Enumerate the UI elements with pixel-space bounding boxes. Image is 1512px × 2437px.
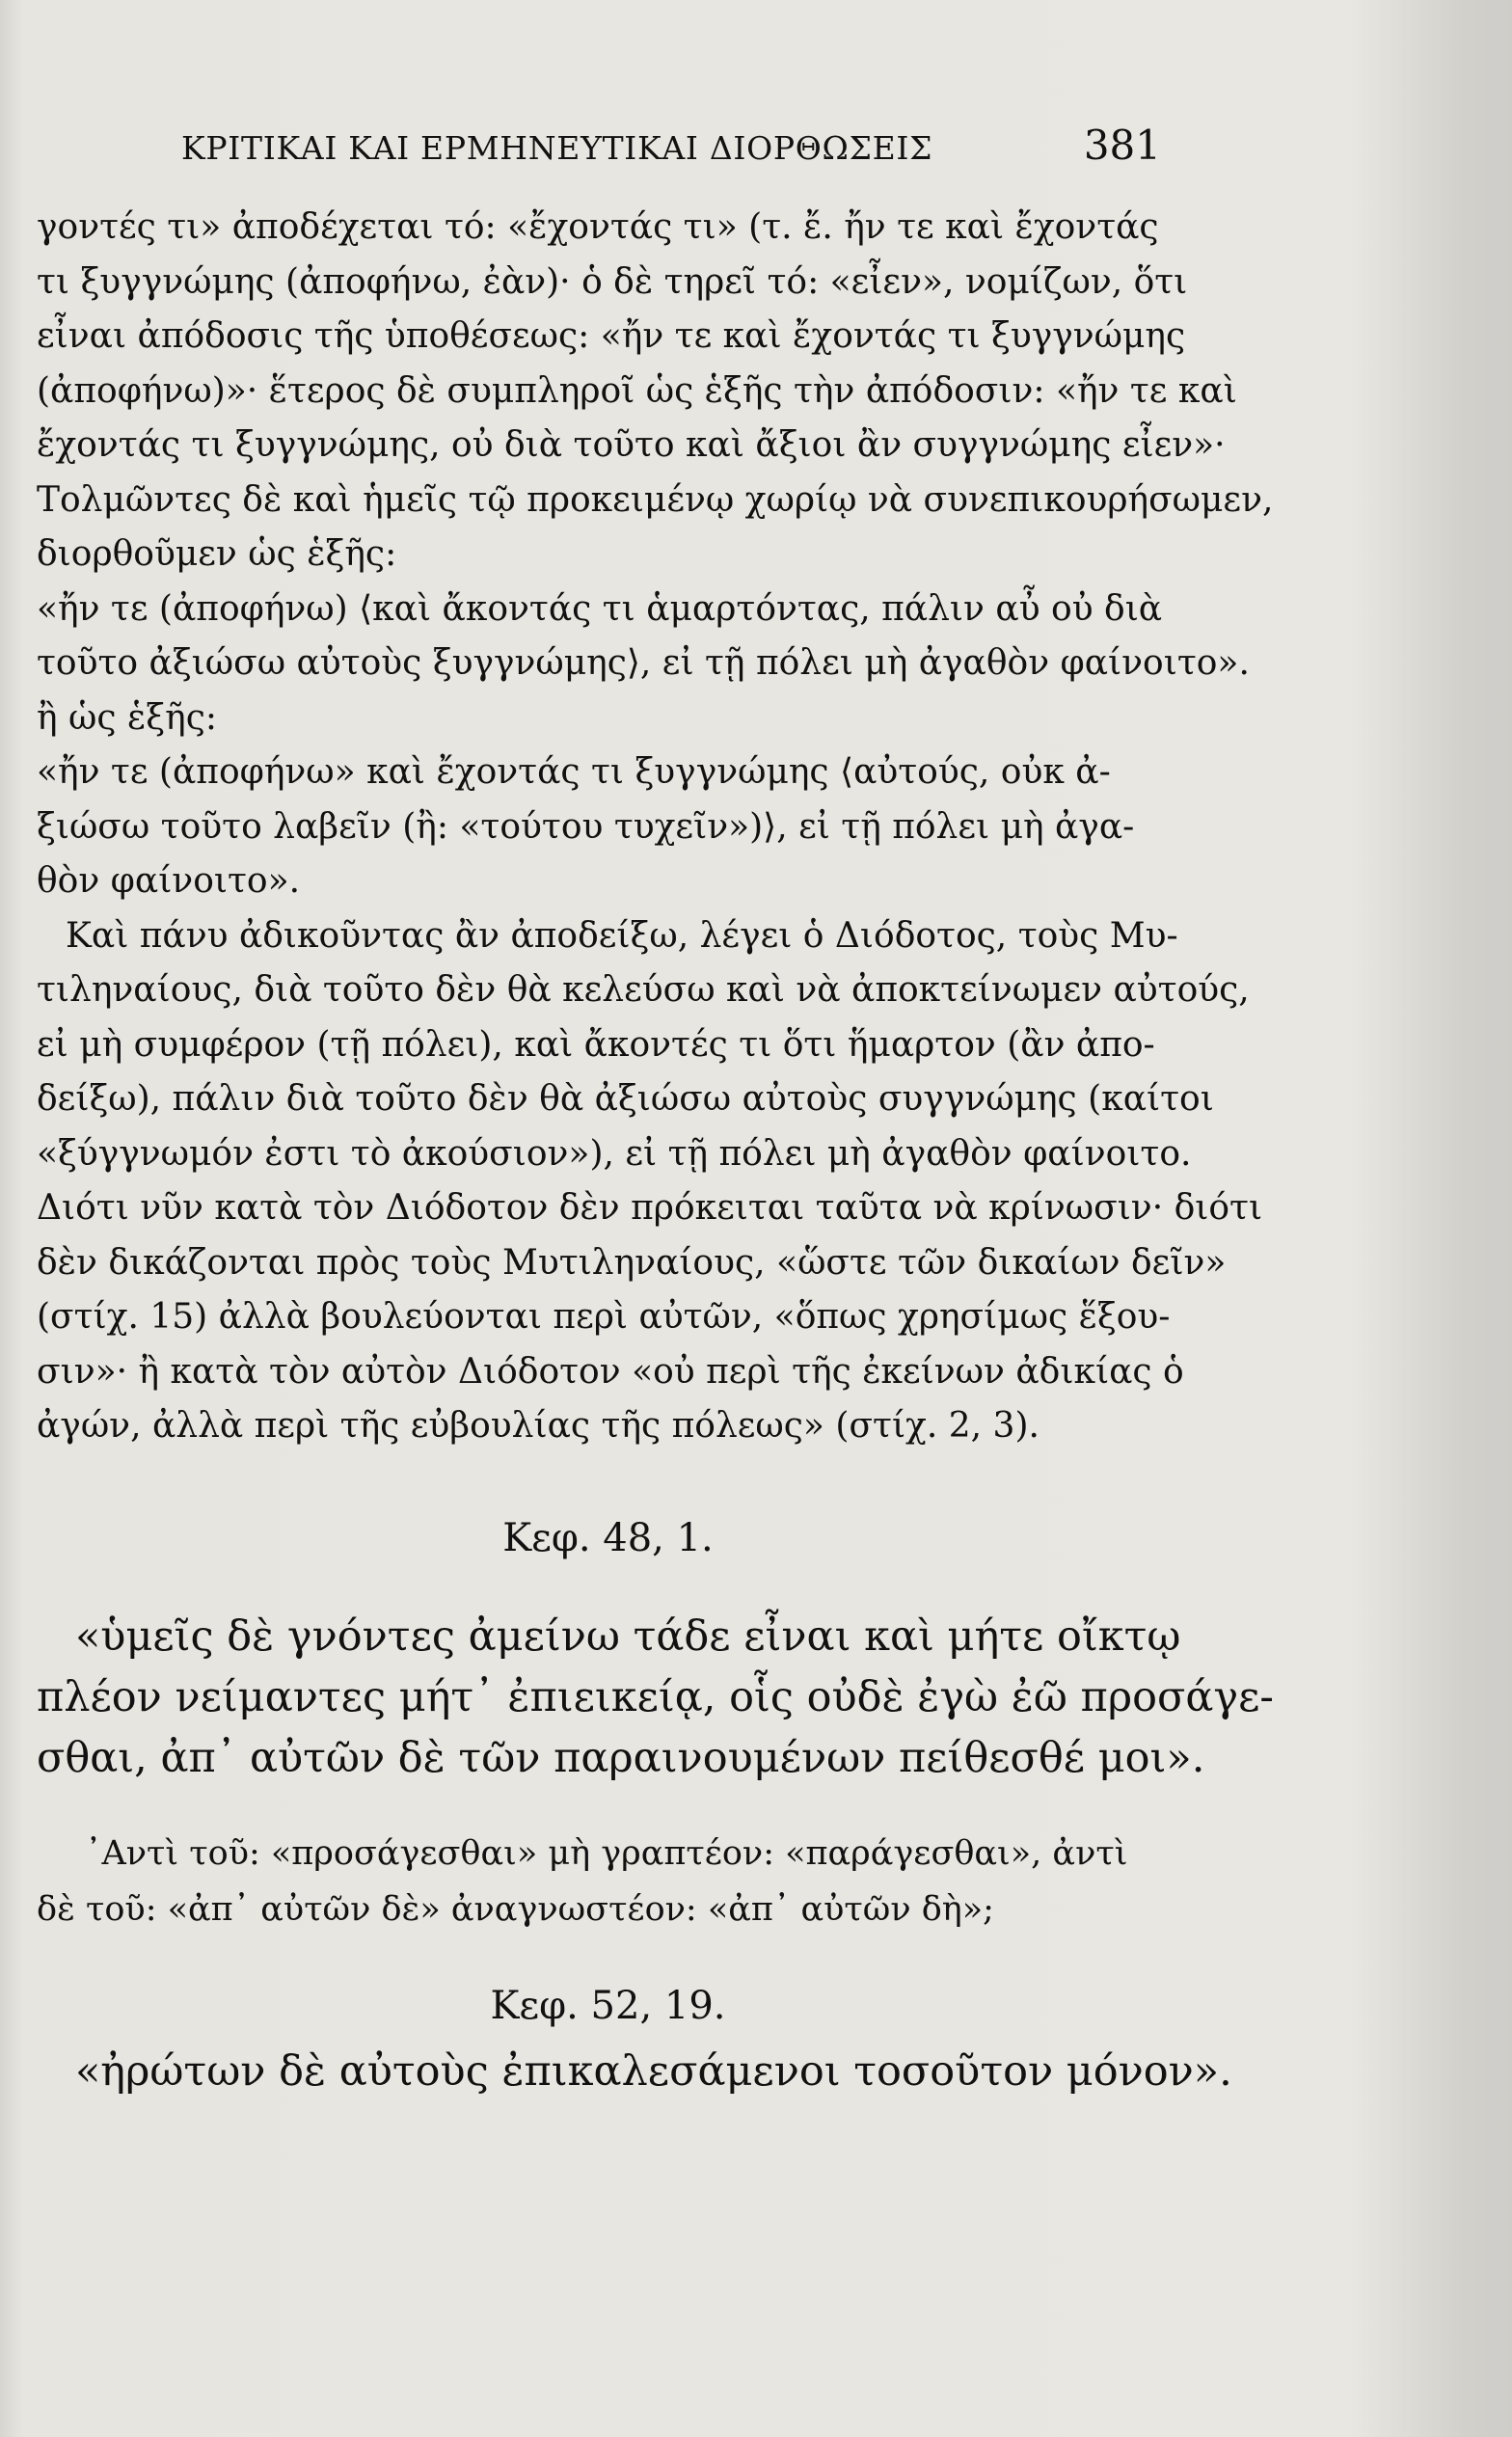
body-line: (στίχ. 15) ἀλλὰ βουλεύονται περὶ αὐτῶν, «ὅπως χρησίμως ἕξου- [37, 1297, 1171, 1337]
body-line: «ἤν τε (ἀποφήνω» καὶ ἔχοντάς τι ξυγγνώμης ⟨αὐτούς, οὐκ ἀ- [37, 752, 1111, 792]
body-line: ἢ ὡς ἑξῆς: [37, 697, 217, 738]
note-line: δὲ τοῦ: «ἀπ᾽ αὐτῶν δὲ» ἀναγνωστέον: «ἀπ᾽ αὐτῶν δὴ»; [37, 1889, 994, 1929]
body-line: ἔχοντάς τι ξυγγνώμης, οὐ διὰ τοῦτο καὶ ἄξιοι ἂν συγγνώμης εἶεν»· [37, 425, 1226, 465]
body-line: γοντές τι» ἀποδέχεται τό: «ἔχοντάς τι» (τ. ἔ. ἤν τε καὶ ἔχοντάς [37, 207, 1159, 247]
quote-line: «ἠρώτων δὲ αὐτοὺς ἐπικαλεσάμενοι τοσοῦτον μόνον». [75, 2046, 1232, 2096]
body-line: δὲν δικάζονται πρὸς τοὺς Μυτιληναίους, «ὥστε τῶν δικαίων δεῖν» [37, 1242, 1227, 1283]
quote-line: «ὑμεῖς δὲ γνόντες ἀμείνω τάδε εἶναι καὶ μήτε οἴκτῳ [75, 1611, 1181, 1661]
page-body [37, 201, 1274, 2102]
body-line: εἶναι ἀπόδοσις τῆς ὑποθέσεως: «ἤν τε καὶ ἔχοντάς τι ξυγγνώμης [37, 316, 1186, 356]
page-number: 381 [1083, 122, 1161, 169]
body-line: ξιώσω τοῦτο λαβεῖν (ἢ: «τούτου τυχεῖν»)⟩, εἰ τῇ πόλει μὴ ἀγα- [37, 806, 1135, 847]
body-line: θὸν φαίνοιτο». [37, 861, 301, 901]
body-line: εἰ μὴ συμφέρον (τῇ πόλει), καὶ ἄκοντές τι ὅτι ἥμαρτον (ἂν ἀπο- [37, 1024, 1155, 1065]
running-title: ΚΡΙΤΙΚΑΙ ΚΑΙ ΕΡΜΗΝΕΥΤΙΚΑΙ ΔΙΟΡΘΩΣΕΙΣ [181, 129, 933, 167]
body-line: τι ξυγγνώμης (ἀποφήνω, ἐὰν)· ὁ δὲ τηρεῖ τό: «εἶεν», νομίζων, ὅτι [37, 261, 1188, 302]
body-line: ἀγών, ἀλλὰ περὶ τῆς εὐβουλίας τῆς πόλεως» (στίχ. 2, 3). [37, 1406, 1040, 1446]
running-header [181, 122, 1161, 179]
body-line: Τολμῶντες δὲ καὶ ἡμεῖς τῷ προκειμένῳ χωρίῳ νὰ συνεπικουρήσωμεν, [37, 479, 1274, 520]
section-heading: Κεφ. 52, 19. [490, 1983, 726, 2028]
body-line: Διότι νῦν κατὰ τὸν Διόδοτον δὲν πρόκειται ταῦτα νὰ κρίνωσιν· διότι [37, 1188, 1263, 1228]
note-line: ᾽Αντὶ τοῦ: «προσάγεσθαι» μὴ γραπτέον: «παράγεσθαι», ἀντὶ [85, 1833, 1128, 1873]
body-line: σιν»· ἢ κατὰ τὸν αὐτὸν Διόδοτον «οὐ περὶ τῆς ἐκείνων ἀδικίας ὁ [37, 1351, 1184, 1392]
body-line: (ἀποφήνω)»· ἕτερος δὲ συμπληροῖ ὡς ἑξῆς τὴν ἀπόδοσιν: «ἤν τε καὶ [37, 370, 1237, 411]
body-line: δείξω), πάλιν διὰ τοῦτο δὲν θὰ ἀξιώσω αὐτοὺς συγγνώμης (καίτοι [37, 1079, 1214, 1119]
quote-line: σθαι, ἀπ᾽ αὐτῶν δὲ τῶν παραινουμένων πείθεσθέ μοι». [37, 1733, 1205, 1782]
body-line: τοῦτο ἀξιώσω αὐτοὺς ξυγγνώμης⟩, εἰ τῇ πόλει μὴ ἀγαθὸν φαίνοιτο». [37, 643, 1250, 683]
body-line: «ἤν τε (ἀποφήνω) ⟨καὶ ἄκοντάς τι ἁμαρτόντας, πάλιν αὖ οὐ διὰ [37, 588, 1163, 629]
body-line: τιληναίους, διὰ τοῦτο δὲν θὰ κελεύσω καὶ νὰ ἀποκτείνωμεν αὐτούς, [37, 970, 1250, 1010]
body-line: «ξύγγνωμόν ἐστι τὸ ἀκούσιον»), εἰ τῇ πόλει μὴ ἀγαθὸν φαίνοιτο. [37, 1133, 1192, 1174]
quote-line: πλέον νείμαντες μήτ᾽ ἐπιεικείᾳ, οἷς οὐδὲ ἐγὼ ἐῶ προσάγε- [37, 1672, 1274, 1721]
section-heading: Κεφ. 48, 1. [502, 1515, 714, 1560]
body-line: διορθοῦμεν ὡς ἑξῆς: [37, 534, 397, 574]
body-line: Καὶ πάνυ ἀδικοῦντας ἂν ἀποδείξω, λέγει ὁ Διόδοτος, τοὺς Μυ- [66, 915, 1178, 956]
